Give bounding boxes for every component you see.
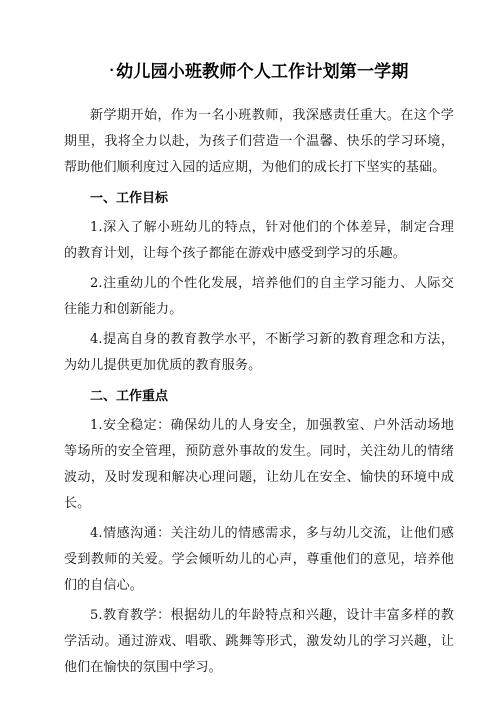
title-mark: · (109, 63, 115, 77)
list-item: 4.情感沟通：关注幼儿的情感需求，多与幼儿交流，让他们感受到教师的关爱。学会倾听幼儿的心声，尊重他们的意见，培养他们的自信心。 (64, 526, 454, 593)
list-item: 1.安全稳定：确保幼儿的人身安全，加强教室、户外活动场地等场所的安全管理，预防意外事故的发生。同时，关注幼儿的情绪波动，及时发现和解决心理问题，让幼儿在安全、愉快的环境中成长。 (64, 418, 454, 511)
focus-list (64, 413, 454, 681)
list-item: 2.注重幼儿的个性化发展，培养他们的自主学习能力、人际交往能力和创新能力。 (64, 276, 454, 317)
section-work-focus (64, 385, 454, 681)
intro-paragraph: 新学期开始，作为一名小班教师，我深感责任重大。在这个学期里，我将全力以赴，为孩子们营造一个温馨、快乐的学习环境，帮助他们顺利度过入园的适应期，为他们的成长打下坚实的基础。 (64, 108, 454, 175)
section-heading: 二、工作重点 (90, 389, 169, 404)
title-text: 幼儿园小班教师个人工作计划第一学期 (116, 62, 409, 82)
section-work-goals (64, 187, 454, 379)
document-title (64, 62, 454, 83)
list-item: 4.提高自身的教育教学水平，不断学习新的教育理念和方法，为幼儿提供更加优质的教育服务。 (64, 332, 454, 373)
section-heading: 一、工作目标 (90, 191, 169, 206)
list-item: 5.教育教学：根据幼儿的年龄特点和兴趣，设计丰富多样的教学活动。通过游戏、唱歌、跳舞等形式，激发幼儿的学习兴趣，让他们在愉快的氛围中学习。 (64, 608, 454, 675)
goals-list (64, 215, 454, 379)
list-item: 1.深入了解小班幼儿的特点，针对他们的个体差异，制定合理的教育计划，让每个孩子都能在游戏中感受到学习的乐趣。 (64, 220, 454, 261)
